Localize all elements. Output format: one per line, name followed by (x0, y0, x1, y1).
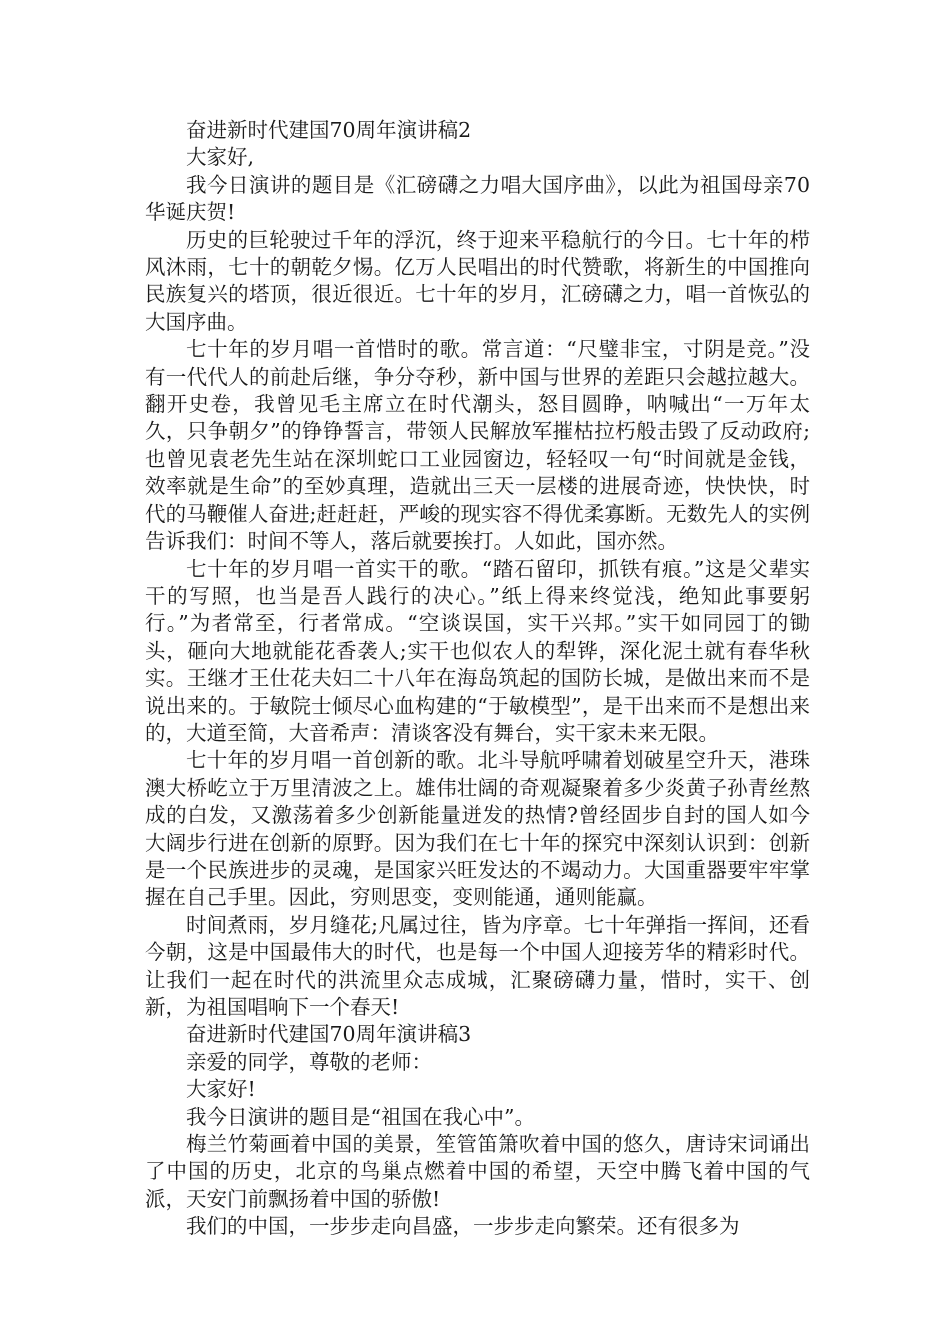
document-body (145, 117, 810, 1241)
paragraph: 我今日演讲的题目是“祖国在我心中”。 (186, 1104, 535, 1129)
paragraph: 七十年的岁月唱一首创新的歌。北斗导航呼啸着划破星空升天，港珠澳大桥屹立于万里清波之上。雄伟壮阔的奇观凝聚着多少炎黄子孙青丝熬成的白发，又激荡着多少创新能量迸发的热情?曾经固步自封的国人如今大阔步行进在创新的原野。因为我们在七十年的探究中深刻认识到：创新是一个民族进步的灵魂，是国家兴旺发达的不竭动力。大国重器要牢牢掌握在自己手里。因此，穷则思变，变则能通，通则能赢。 (145, 748, 810, 910)
paragraph: 历史的巨轮驶过千年的浮沉，终于迎来平稳航行的今日。七十年的栉风沐雨，七十的朝乾夕惕。亿万人民唱出的时代赞歌，将新生的中国推向民族复兴的塔顶，很近很近。七十年的岁月，汇磅礴之力，唱一首恢弘的大国序曲。 (145, 227, 810, 334)
section-title: 奋进新时代建国70周年演讲稿3 (186, 1022, 472, 1047)
paragraph: 梅兰竹菊画着中国的美景，笙管笛箫吹着中国的悠久，唐诗宋词诵出了中国的历史，北京的鸟巢点燃着中国的希望，天空中腾飞着中国的气派，天安门前飘扬着中国的骄傲! (145, 1132, 810, 1211)
greeting: 大家好! (186, 1077, 256, 1102)
section-title: 奋进新时代建国70周年演讲稿2 (186, 118, 472, 142)
salutation: 亲爱的同学，尊敬的老师： (186, 1049, 432, 1074)
paragraph: 我们的中国，一步步走向昌盛，一步步走向繁荣。还有很多为 (186, 1214, 740, 1239)
paragraph: 我今日演讲的题目是《汇磅礴之力唱大国序曲》，以此为祖国母亲70华诞庆贺! (145, 172, 810, 225)
paragraph: 七十年的岁月唱一首实干的歌。“踏石留印，抓铁有痕。”这是父辈实干的写照，也当是吾人践行的决心。”纸上得来终觉浅，绝知此事要躬行。”为者常至，行者常成。“空谈误国，实干兴邦。”实干如同园丁的锄头，砸向大地就能花香袭人;实干也似农人的犁铧，深化泥土就有春华秋实。王继才王仕花夫妇二十八年在海岛筑起的国防长城，是做出来而不是说出来的。于敏院士倾尽心血构建的“于敏模型”，是干出来而不是想出来的，大道至简，大音希声：清谈客没有舞台，实干家未来无限。 (145, 556, 810, 745)
paragraph: 七十年的岁月唱一首惜时的歌。常言道：“尺璧非宝，寸阴是竞。”没有一代代人的前赴后继，争分夺秒，新中国与世界的差距只会越拉越大。翻开史卷，我曾见毛主席立在时代潮头，怒目圆睁，呐喊出“一万年太久，只争朝夕”的铮铮誓言，带领人民解放军摧枯拉朽般击毁了反动政府;也曾见袁老先生站在深圳蛇口工业园窗边，轻轻叹一句“时间就是金钱，效率就是生命”的至妙真理，造就出三天一层楼的进展奇迹，快快快，时代的马鞭催人奋进;赶赶赶，严峻的现实容不得优柔寡断。无数先人的实例告诉我们：时间不等人，落后就要挨打。人如此，国亦然。 (145, 337, 810, 554)
paragraph: 时间煮雨，岁月缝花;凡属过往，皆为序章。七十年弹指一挥间，还看今朝，这是中国最伟大的时代，也是每一个中国人迎接芳华的精彩时代。让我们一起在时代的洪流里众志成城，汇聚磅礴力量，惜时，实干、创新，为祖国唱响下一个春天! (145, 912, 810, 1019)
greeting: 大家好, (186, 145, 255, 170)
